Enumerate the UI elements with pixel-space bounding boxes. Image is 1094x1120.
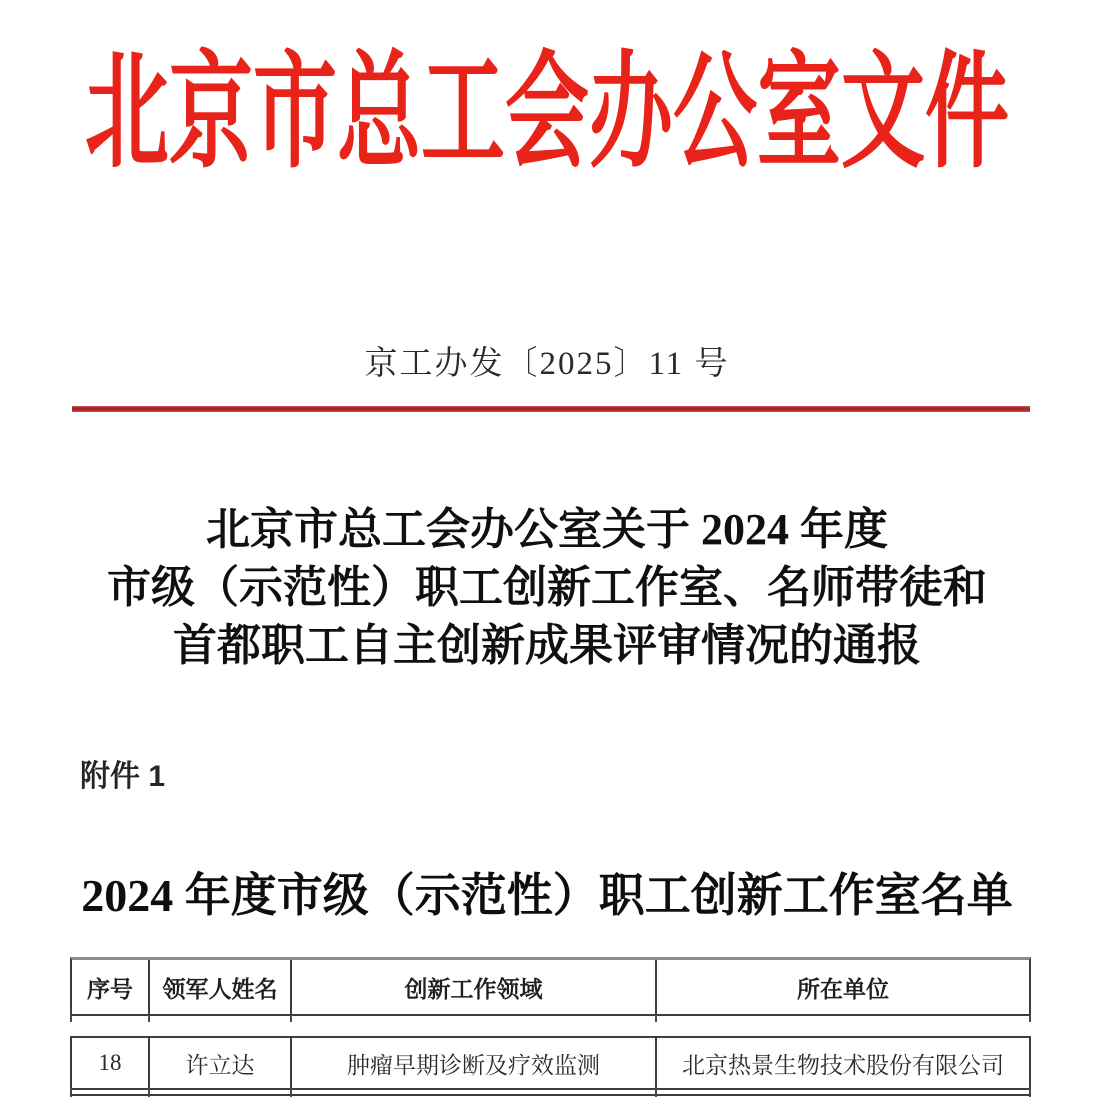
document-title: [0, 501, 1094, 675]
attachment-label: 附件 1: [80, 760, 166, 793]
truncated-next-row-border: [70, 1094, 1031, 1096]
document-title-line-1: 北京市总工会办公室关于 2024 年度: [206, 505, 888, 554]
column-header-innovation-field: 创新工作领域: [292, 960, 657, 1014]
column-header-organization: 所在单位: [797, 975, 889, 1002]
table-column-line-stub: [655, 1015, 657, 1022]
table-column-line-stub: [1029, 1015, 1031, 1022]
column-header-leader-name: 领军人姓名: [150, 960, 292, 1014]
table-section-title: 2024 年度市级（示范性）职工创新工作室名单: [81, 870, 1013, 921]
workstudio-table-header: [70, 957, 1031, 1016]
table-column-line-stub: [290, 1015, 292, 1022]
red-separator-line: [72, 406, 1030, 412]
document-title-line-3: 首都职工自主创新成果评审情况的通报: [173, 621, 921, 670]
table-column-line-stub: [70, 1015, 72, 1022]
letterhead-title: 北京市总工会办公室文件: [84, 44, 1009, 184]
document-title-line-2: 市级（示范性）职工创新工作室、名师带徒和: [107, 563, 987, 612]
cell-serial-number: 18: [72, 1038, 150, 1088]
cell-organization: 北京热景生物技术股份有限公司: [682, 1052, 1004, 1078]
cell-leader-name: 许立达: [150, 1038, 292, 1088]
column-header-serial: 序号: [72, 960, 150, 1014]
table-row: [70, 1036, 1031, 1090]
document-number: 京工办发〔2025〕11 号: [364, 346, 730, 382]
cell-innovation-field: 肿瘤早期诊断及疗效监测: [292, 1038, 657, 1088]
table-column-line-stub: [148, 1015, 150, 1022]
